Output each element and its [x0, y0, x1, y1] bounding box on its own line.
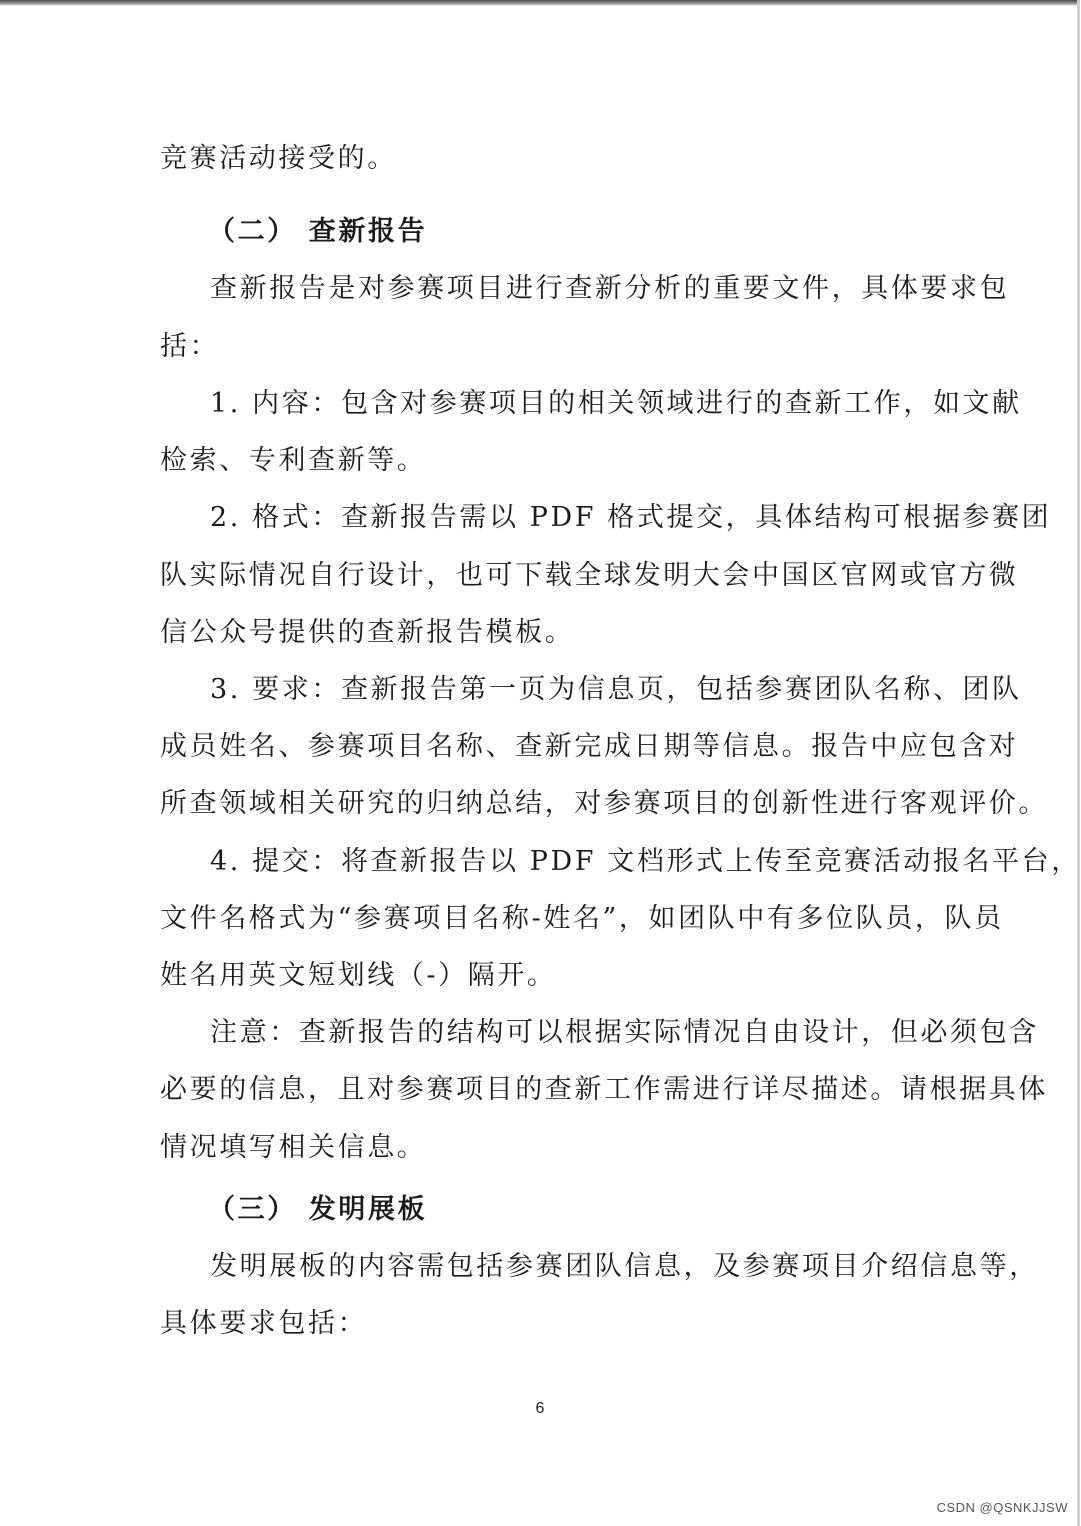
text-line: 姓名用英文短划线（-）隔开。 — [160, 960, 557, 991]
text-line: 情况填写相关信息。 — [160, 1132, 427, 1163]
section-heading-3: （三） 发明展板 — [208, 1194, 428, 1225]
page-number: 6 — [535, 1400, 545, 1417]
watermark: CSDN @QSNKJJSW — [936, 1500, 1068, 1515]
text-line: 队实际情况自行设计，也可下载全球发明大会中国区官网或官方微 — [160, 560, 1019, 591]
text-line: 文件名格式为“参赛项目名称-姓名”，如团队中有多位队员，队员 — [160, 903, 1004, 934]
text-line: 2. 格式：查新报告需以 PDF 格式提交，具体结构可根据参赛团 — [210, 502, 1052, 533]
section-heading-2: （二） 查新报告 — [208, 216, 428, 247]
text-line: 检索、专利查新等。 — [160, 445, 427, 476]
text-line: 具体要求包括： — [160, 1308, 368, 1339]
text-line: 所查领域相关研究的归纳总结，对参赛项目的创新性进行客观评价。 — [160, 788, 1048, 819]
text-line: 必要的信息，且对参赛项目的查新工作需进行详尽描述。请根据具体 — [160, 1074, 1048, 1105]
text-line: 4. 提交：将查新报告以 PDF 文档形式上传至竞赛活动报名平台， — [210, 846, 1081, 877]
text-line: 信公众号提供的查新报告模板。 — [160, 617, 575, 648]
text-line: 括： — [160, 331, 220, 362]
text-line: 注意：查新报告的结构可以根据实际情况自由设计，但必须包含 — [210, 1017, 1039, 1048]
text-line: 发明展板的内容需包括参赛团队信息，及参赛项目介绍信息等， — [210, 1251, 1039, 1282]
text-line: 1. 内容：包含对参赛项目的相关领域进行的查新工作，如文献 — [210, 388, 1022, 419]
text-line: 竞赛活动接受的。 — [160, 143, 397, 174]
text-line: 成员姓名、参赛项目名称、查新完成日期等信息。报告中应包含对 — [160, 731, 1019, 762]
text-line: 查新报告是对参赛项目进行查新分析的重要文件，具体要求包 — [210, 273, 1010, 304]
text-line: 3. 要求：查新报告第一页为信息页，包括参赛团队名称、团队 — [210, 674, 1022, 705]
